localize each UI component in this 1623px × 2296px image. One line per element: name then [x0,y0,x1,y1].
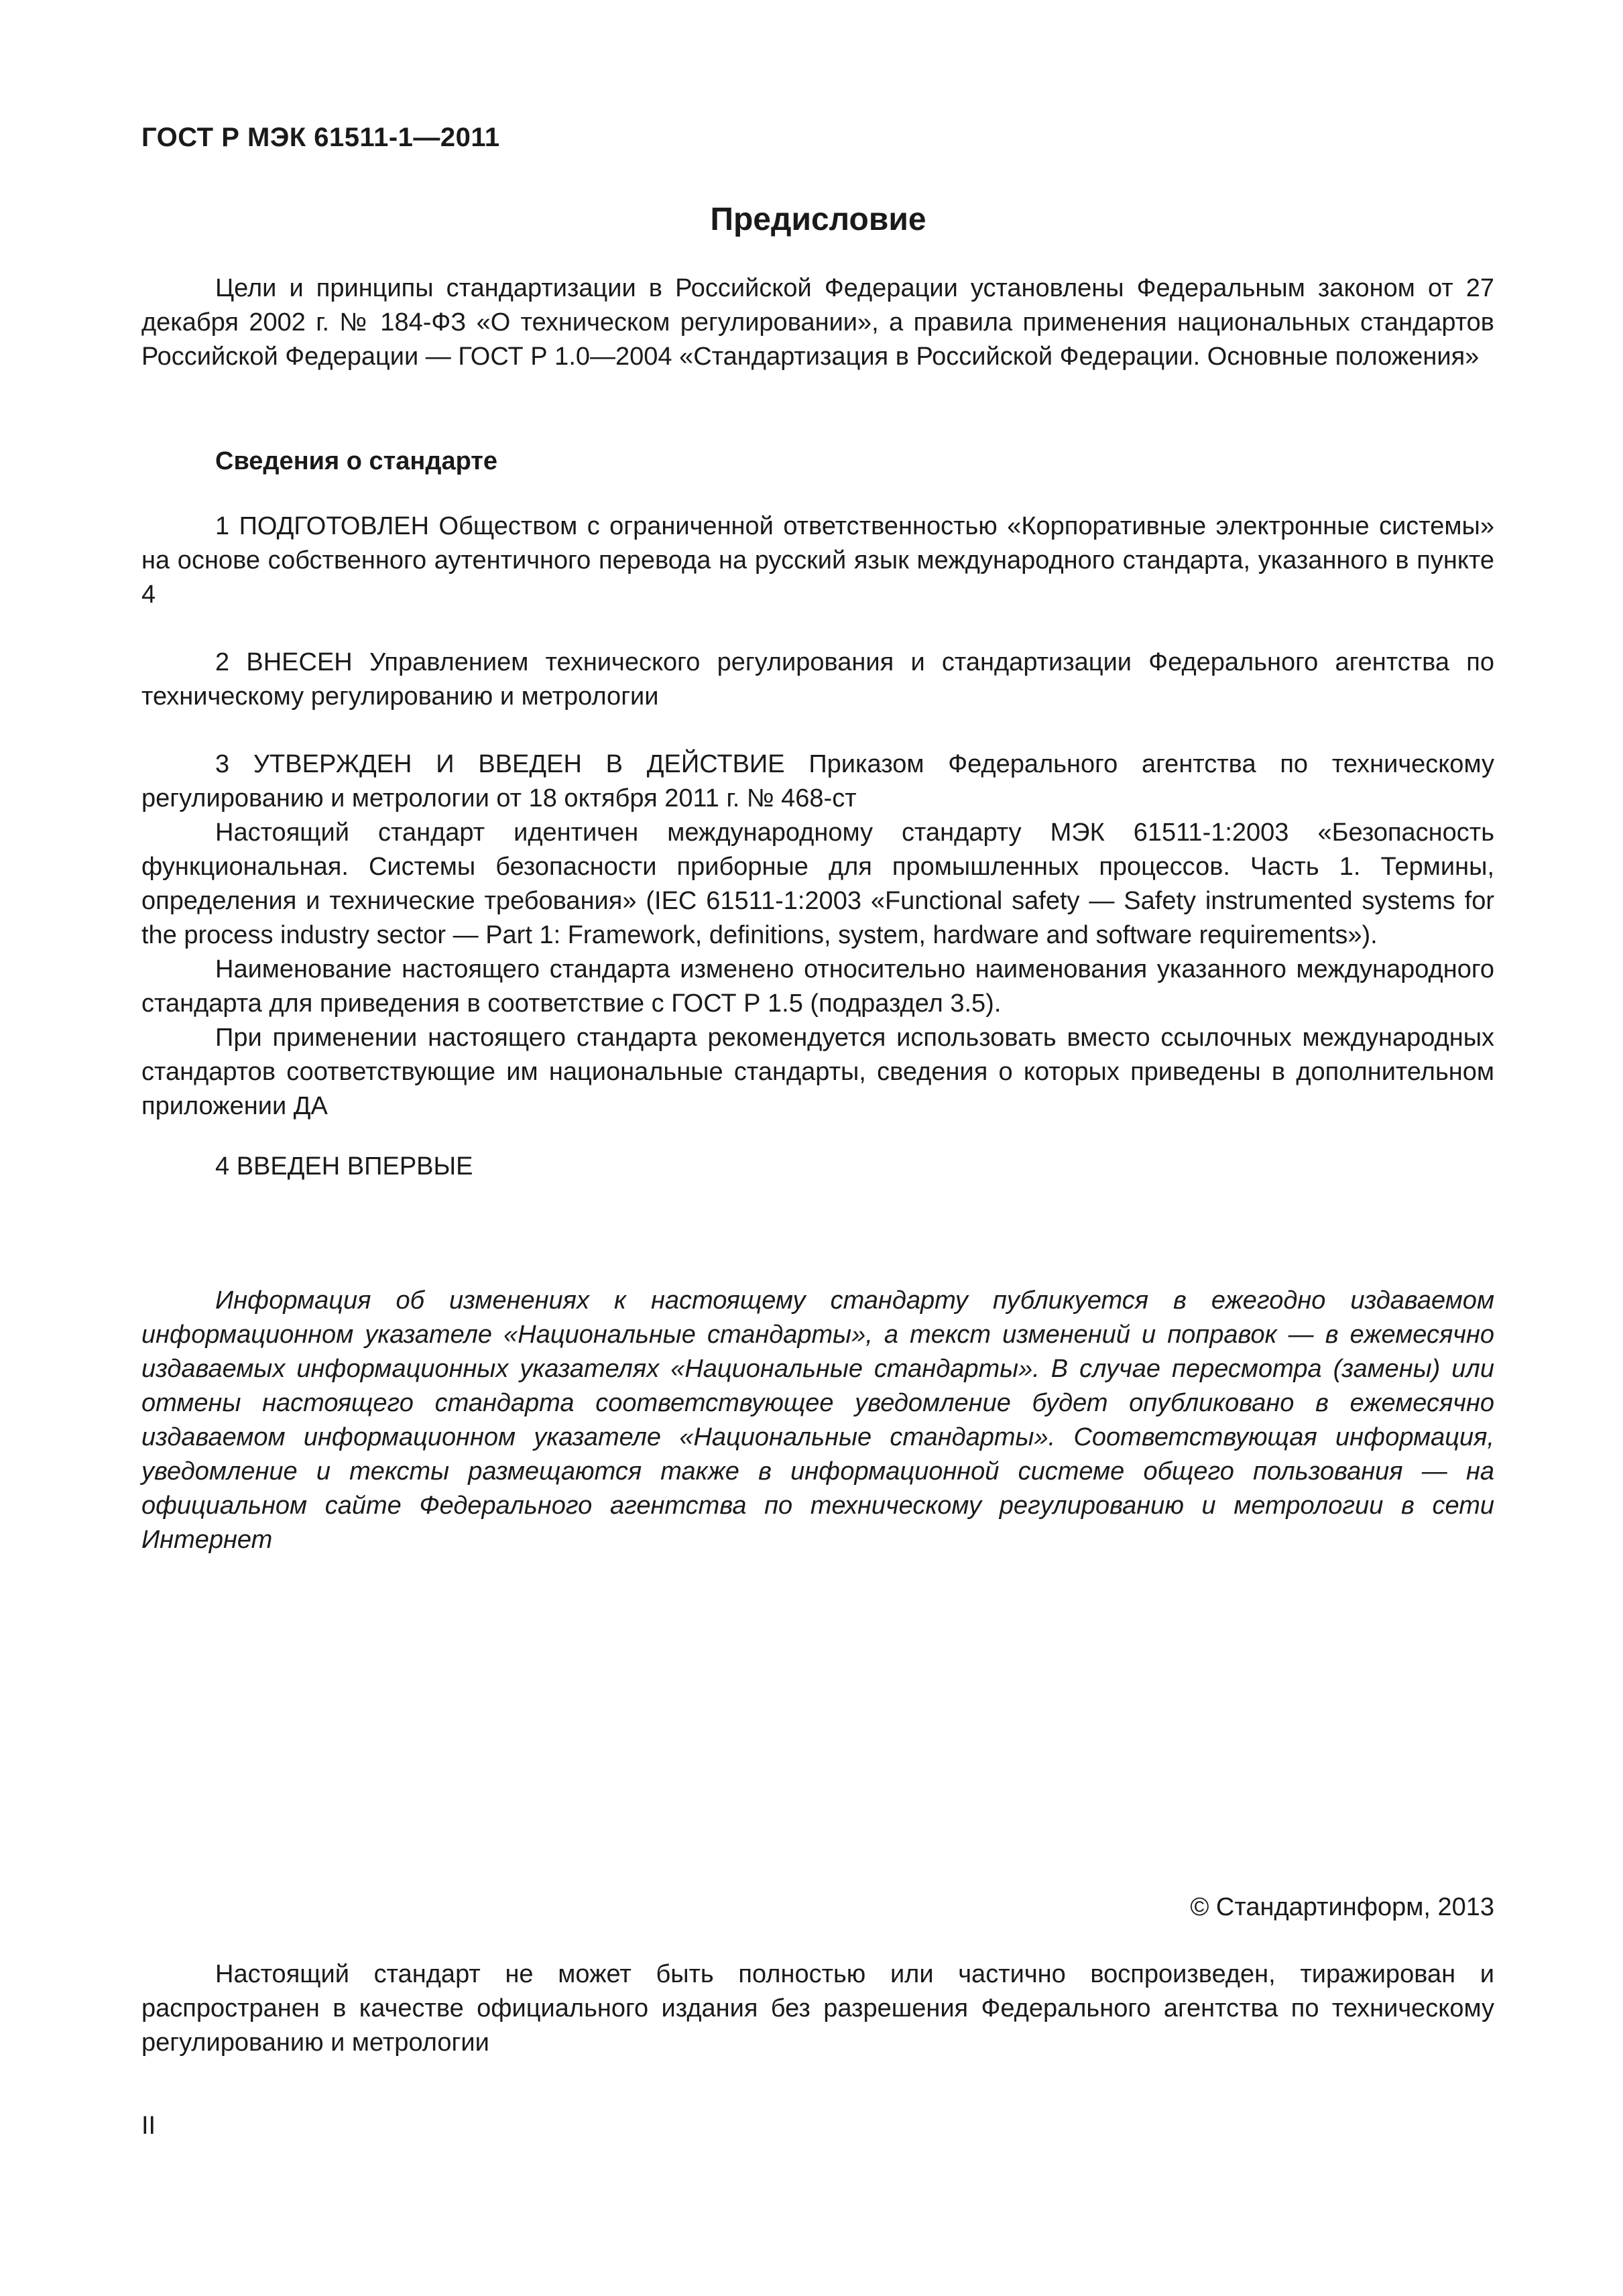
item-3-identity-paragraph: Настоящий стандарт идентичен международному стандарту МЭК 61511-1:2003 «Безопасность функциональная. Системы безопасности приборные для промышленных процессов. Часть 1. Термины, определения и технические требования» (IEC 61511-1:2003 «Functional safety — Safety instrumented systems for the process industry sector — Part 1: Framework, definitions, system, hardware and software requirements»). [141,819,1494,949]
intro-paragraph: Цели и принципы стандартизации в Российской Федерации установлены Федеральным законом от 27 декабря 2002 г. № 184-ФЗ «О техническом регулировании», а правила применения национальных стандартов Российской Федерации — ГОСТ Р 1.0—2004 «Стандартизация в Российской Федерации. Основные положения» [141,274,1494,371]
item-3-block [141,747,1494,1124]
page-number: II [141,2112,156,2140]
reproduction-notice: Настоящий стандарт не может быть полностью или частично воспроизведен, тиражирован и распространен в качестве официального издания без разрешения Федерального агентства по техническому регулированию и метрологии [141,1960,1494,2057]
info-heading-block [141,444,1494,479]
item-3-references-paragraph: При применении настоящего стандарта рекомендуется использовать вместо ссылочных международных стандартов соответствующие им национальные стандарты, сведения о которых приведены в дополнительном приложении ДА [141,1024,1494,1120]
section-heading: Сведения о стандарте [215,447,498,475]
item-3-paragraph: 3 УТВЕРЖДЕН И ВВЕДЕН В ДЕЙСТВИЕ Приказом Федерального агентства по техническому регулированию и метрологии от 18 октября 2011 г. № 468-ст [141,750,1494,812]
item-1-paragraph: 1 ПОДГОТОВЛЕН Обществом с ограниченной ответственностью «Корпоративные электронные системы» на основе собственного аутентичного перевода на русский язык международного стандарта, указанного в пункте 4 [141,512,1494,609]
changes-info-paragraph: Информация об изменениях к настоящему стандарту публикуется в ежегодно издаваемом информационном указателе «Национальные стандарты», а текст изменений и поправок — в ежемесячно издаваемых информационных указателях «Национальные стандарты». В случае пересмотра (замены) или отмены настоящего стандарта соответствующее уведомление будет опубликовано в ежемесячно издаваемом информационном указателе «Национальные стандарты». Соответствующая информация, уведомление и тексты размещаются также в информационной системе общего пользования — на официальном сайте Федерального агентства по техническому регулированию и метрологии в сети Интернет [141,1286,1494,1554]
reproduction-notice-block [141,1957,1494,2060]
item-4-paragraph: 4 ВВЕДЕН ВПЕРВЫЕ [215,1152,473,1181]
item-4-block [141,1150,1494,1184]
page-title: Предисловие [710,202,926,237]
item-1-block [141,509,1494,612]
item-2-paragraph: 2 ВНЕСЕН Управлением технического регулирования и стандартизации Федерального агентства по техническому регулированию и метрологии [141,648,1494,711]
document-header: ГОСТ Р МЭК 61511-1—2011 [141,123,500,152]
intro-block [141,271,1494,374]
item-3-name-change-paragraph: Наименование настоящего стандарта изменено относительно наименования указанного международного стандарта для приведения в соответствие с ГОСТ Р 1.5 (подраздел 3.5). [141,955,1494,1018]
copyright-notice: © Стандартинформ, 2013 [1190,1893,1494,1921]
changes-info-block [141,1284,1494,1557]
item-2-block [141,646,1494,714]
